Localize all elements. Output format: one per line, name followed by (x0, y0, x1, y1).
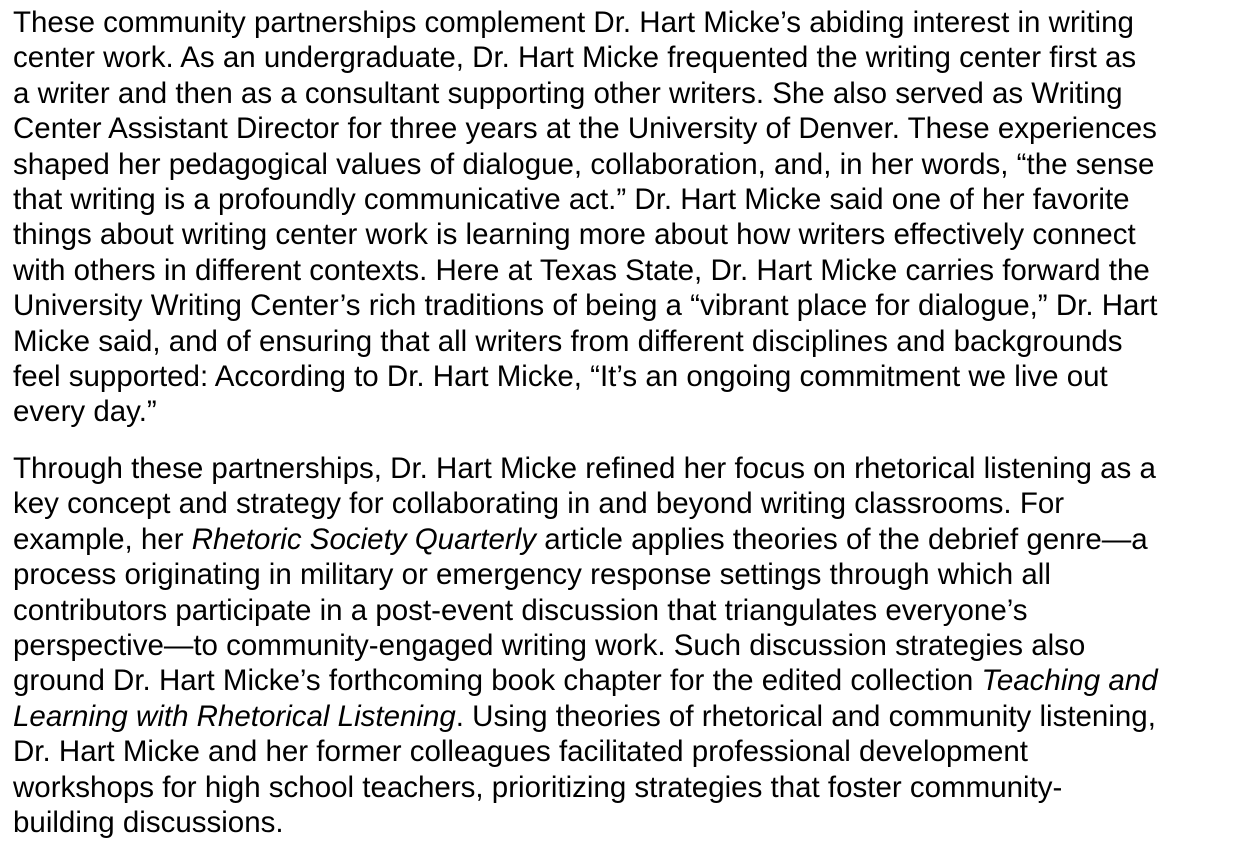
text-line (13, 253, 1228, 288)
text-segment: example, her (13, 522, 192, 556)
text-segment: Micke said, and of ensuring that all writers from different disciplines and backgrounds (13, 324, 1123, 358)
text-line (13, 805, 1228, 840)
text-segment: contributors participate in a post-event discussion that triangulates everyone’s (13, 593, 1028, 627)
text-line (13, 522, 1228, 557)
text-line (13, 699, 1228, 734)
paragraph (13, 451, 1228, 840)
text-segment: These community partnerships complement Dr. Hart Micke’s abiding interest in writing (13, 6, 1134, 39)
text-line (13, 770, 1228, 805)
text-segment: that writing is a profoundly communicative act.” Dr. Hart Micke said one of her favorite (13, 183, 1130, 217)
text-segment: key concept and strategy for collaborating in and beyond writing classrooms. For (13, 487, 1065, 521)
text-line (13, 628, 1228, 663)
text-segment: . Using theories of rhetorical and community listening, (455, 699, 1156, 733)
text-segment: with others in different contexts. Here at Texas State, Dr. Hart Micke carries forward the (13, 253, 1150, 287)
text-line (13, 663, 1228, 698)
text-segment: article applies theories of the debrief genre—a (536, 522, 1148, 556)
text-line (13, 486, 1228, 521)
text-segment: feel supported: According to Dr. Hart Micke, “It’s an ongoing commitment we live out (13, 360, 1108, 394)
text-segment: perspective—to community-engaged writing work. Such discussion strategies also (13, 628, 1086, 662)
text-line (13, 111, 1228, 146)
text-segment: Center Assistant Director for three years at the University of Denver. These experiences (13, 112, 1157, 146)
text-line (13, 76, 1228, 111)
text-segment: every day.” (13, 395, 157, 429)
text-line (13, 324, 1228, 359)
text-line (13, 451, 1228, 486)
text-line (13, 40, 1228, 75)
text-segment: center work. As an undergraduate, Dr. Hart Micke frequented the writing center first as (13, 41, 1137, 75)
italic-text-segment: Learning with Rhetorical Listening (13, 699, 456, 733)
text-segment: things about writing center work is learning more about how writers effectively connect (13, 218, 1136, 252)
text-line (13, 217, 1228, 252)
text-segment: workshops for high school teachers, prioritizing strategies that foster community- (13, 770, 1063, 804)
text-line (13, 359, 1228, 394)
text-segment: a writer and then as a consultant supporting other writers. She also served as Writing (13, 76, 1123, 110)
text-line (13, 734, 1228, 769)
text-line (13, 557, 1228, 592)
text-line (13, 288, 1228, 323)
document-body (13, 5, 1228, 840)
text-segment: Dr. Hart Micke and her former colleagues facilitated professional development (13, 735, 1028, 769)
text-segment: Through these partnerships, Dr. Hart Micke refined her focus on rhetorical listening as a (13, 451, 1156, 485)
text-line (13, 5, 1228, 40)
italic-text-segment: Teaching and (981, 664, 1158, 698)
text-line (13, 147, 1228, 182)
text-segment: process originating in military or emergency response settings through which all (13, 558, 1051, 592)
text-segment: University Writing Center’s rich traditions of being a “vibrant place for dialogue,” Dr. Hart (13, 289, 1158, 323)
text-segment: shaped her pedagogical values of dialogue, collaboration, and, in her words, “the sense (13, 147, 1155, 181)
text-line (13, 593, 1228, 628)
italic-text-segment: Rhetoric Society Quarterly (191, 522, 537, 556)
text-segment: building discussions. (13, 805, 284, 839)
paragraph (13, 5, 1228, 430)
text-line (13, 394, 1228, 429)
text-segment: ground Dr. Hart Micke’s forthcoming book chapter for the edited collection (13, 664, 982, 698)
text-line (13, 182, 1228, 217)
